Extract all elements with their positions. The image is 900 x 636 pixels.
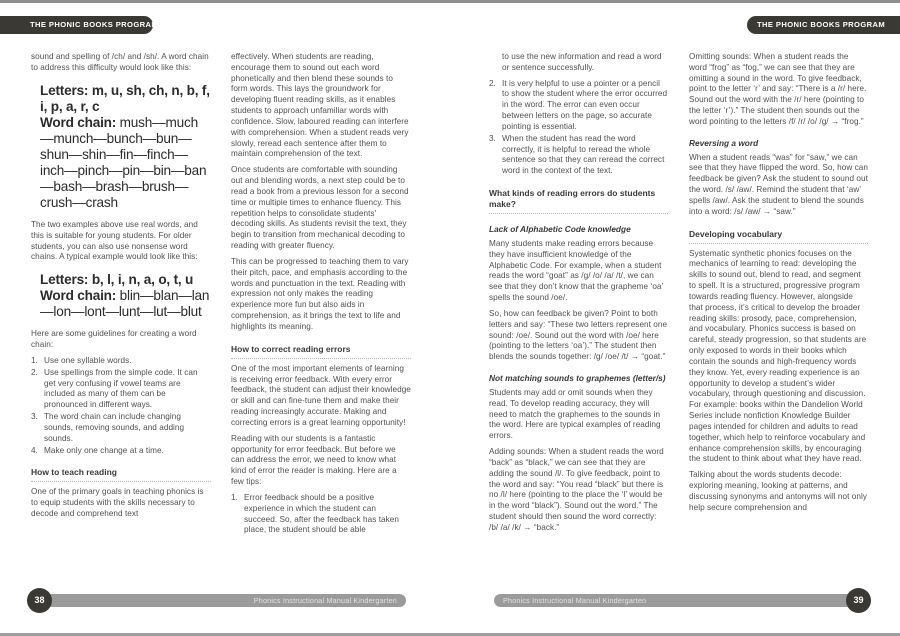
list-number: 4. bbox=[31, 445, 38, 455]
list-item bbox=[31, 412, 211, 444]
header-badge-left: THE PHONIC BOOKS PROGRAM bbox=[0, 16, 153, 34]
left-page-column-1 bbox=[31, 52, 211, 525]
subheading-reversing-a-word: Reversing a word bbox=[689, 137, 759, 148]
paragraph: The two examples above use real words, and this is suitable for young students. For older students, you can also use nonsense word chains. A typical example would look like this: bbox=[31, 219, 198, 262]
list-text: Use spellings from the simple code. It can get very confusing if vowel teams are included as many of them can be pronounced in different ways. bbox=[44, 367, 198, 410]
list-number: 2. bbox=[489, 78, 496, 88]
letters-line: Letters: m, u, sh, ch, n, b, f, i, p, a, r, c bbox=[40, 82, 210, 114]
page-number-right: 39 bbox=[846, 588, 871, 613]
footer-manual-title: Phonics Instructional Manual Kindergarten bbox=[503, 596, 647, 605]
list-text: Make only one change at a time. bbox=[44, 445, 164, 455]
list-item bbox=[31, 368, 211, 411]
paragraph: Systematic synthetic phonics focuses on the mechanics of learning to read: developing the skills to sound out, blend to read, and segment to spell. It is a structured, progressive program towards reading fluency. However, alongside that process, it’s critical to develop the broader reading skills: prosody, pace, comprehension, and vocabulary. Phonics success is based on careful, steady progression, so that students are only exposed to words in their books which contain the sounds and high-frequency words they know. Yet, every reading experience is an opportunity to develop a student’s wider vocabulary, through questioning and discussion. For example: books within the Dandelion World Series include nonfiction Knowledge Builder pages intended for children and adults to read together, which help to reinforce vocabulary and enhance comprehension skills, by encouraging the student to think about what they have read. bbox=[689, 248, 867, 464]
word-chain-example-2 bbox=[31, 272, 211, 320]
paragraph: Omitting sounds: When a student reads the word “frog” as “fog,” we can see that they are omitting a sound in the word. To give feedback, point to the letter ‘r’ and say: “There is a /r/ here. Sound out the word with the /r/ here (pointing to the letter ‘r’).” The student then sounds out the word pointing to the letters /f/ /r/ /o/ /g/ → “frog.” bbox=[689, 52, 867, 126]
paragraph: One of the most important elements of learning is receiving error feedback. With every error feedback, the student can adjust their knowledge or skill and can fine-tune them and make their reading increasingly accurate. Making and correcting errors is a great learning opportunity! bbox=[231, 363, 411, 427]
paragraph: effectively. When students are reading, encourage them to sound out each word phonetically and then blend these sounds to form words. This lays the groundwork for developing fluent reading skills, as it enables students to approach unfamiliar words with confidence. Slow, laboured reading can interfere with comprehension. When a student reads very slowly, reread each sentence after them to maintain comprehension of the text. bbox=[231, 52, 409, 159]
list-number: 1. bbox=[231, 492, 238, 502]
list-number: 3. bbox=[489, 133, 496, 143]
paragraph: Once students are comfortable with sounding out and blending words, a next step could be to read a book from a previous lesson for a second time or multiple times to enhance fluency. This repetition helps to consolidate students’ decoding skills. As students revisit the text, they begin to transition from mechanical decoding to reading with greater fluency. bbox=[231, 165, 409, 251]
page-number-left: 38 bbox=[27, 588, 52, 613]
letters-line: Letters: b, l, i, n, a, o, t, u bbox=[40, 272, 194, 288]
right-page-column-1 bbox=[489, 52, 668, 539]
word-chain-label: Word chain: bbox=[40, 114, 117, 130]
paragraph: Here are some guidelines for creating a word chain: bbox=[31, 329, 197, 350]
list-text: Use one syllable words. bbox=[44, 355, 132, 365]
subheading-lack-of-code-knowledge: Lack of Alphabetic Code knowledge bbox=[489, 224, 631, 235]
footer-bar-right bbox=[494, 594, 860, 607]
word-chain-label: Word chain: bbox=[40, 288, 117, 304]
paragraph: Talking about the words students decode: exploring meaning, looking at patterns, and discussing synonyms and antonyms will not only help secure comprehension and bbox=[689, 470, 867, 512]
paragraph: Students may add or omit sounds when they read. To develop reading accuracy, they will need to match the graphemes to the sounds in the word. Here are typical examples of reading errors. bbox=[489, 387, 661, 441]
paragraph: This can be progressed to teaching them to vary their pitch, pace, and emphasis according to the words and punctuation in the text. Reading with expression not only makes the reading experience more fun but also aids in comprehension, as it brings the text to life and highlights its meaning. bbox=[231, 256, 409, 331]
list-item bbox=[231, 493, 411, 536]
list-item bbox=[489, 79, 668, 133]
chain-line bbox=[40, 115, 211, 211]
paragraph: sound and spelling of /ch/ and /sh/. A word chain to address this difficulty would look like this: bbox=[31, 52, 209, 72]
top-rule bbox=[0, 0, 900, 3]
paragraph: Many students make reading errors because they have insufficient knowledge of the Alphabetic Code. For example, when a student reads the word “goat” as /g/ /o/ /a/ /t/, we can see that they don’t know that the grapheme ‘oa’ spells the sound /oe/. bbox=[489, 238, 664, 303]
chain-line bbox=[40, 288, 211, 320]
list-item bbox=[31, 356, 211, 367]
word-chain-words: mush—much—munch—bunch—bun—shun—shin—fin—finch—inch—pinch—pin—bin—ban—bash—brash—brush—crush—crash bbox=[40, 114, 207, 210]
footer-manual-title: Phonics Instructional Manual Kindergarten bbox=[253, 596, 397, 605]
list-text: The word chain can include changing sounds, removing sounds, and adding sounds. bbox=[44, 412, 185, 443]
list-item bbox=[489, 134, 668, 177]
list-text: When the student has read the word correctly, it is helpful to reread the whole sentence so that they can reread the correct word in the context of the text. bbox=[502, 133, 665, 176]
section-heading-reading-errors: What kinds of reading errors do students make? bbox=[489, 188, 668, 214]
paragraph: When a student reads “was” for “saw,” we can see that they have flipped the word. So, how can feedback be given? Ask the student to sound out the word. /s/ /aw/. Remind the student that ‘aw’ spells /aw/. Ask the student to blend the sounds into a word: /s/ /aw/ → “saw.” bbox=[689, 152, 868, 216]
list-text: Error feedback should be a positive experience in which the student can succeed. So, after the feedback has taken place, the student should be able bbox=[244, 492, 399, 535]
list-number: 2. bbox=[31, 367, 38, 377]
paragraph: Adding sounds: When a student reads the word “back” as “black,” we can see that they are adding the sound /l/. To give feedback, point to the word and say: “You read “black” but there is no /l/ here (pointing to the place the ‘l’ would be in the word “black”). Sound out the word.” The student should then sound the word correctly: /b/ /a/ /k/ → “back.” bbox=[489, 447, 664, 532]
guidelines-list bbox=[31, 356, 211, 456]
right-page-column-2 bbox=[689, 52, 868, 518]
list-item-continuation: to use the new information and read a word or sentence successfully. bbox=[502, 52, 662, 72]
paragraph: One of the primary goals in teaching phonics is to equip students with the skills necessary to decode and comprehend text bbox=[31, 487, 204, 519]
section-heading-how-to-teach-reading: How to teach reading bbox=[31, 467, 211, 482]
paragraph: So, how can feedback be given? Point to both letters and say: “These two letters represent one sound: /oe/. Sound out the word with /oe/ here (pointing to the letters ‘oa’).” The student then blends the sounds together: /g/ /oe/ /t/ → “goat.” bbox=[489, 308, 668, 362]
left-page-column-2 bbox=[231, 52, 411, 537]
section-heading-developing-vocabulary: Developing vocabulary bbox=[689, 229, 868, 244]
footer-bar-left bbox=[40, 594, 406, 607]
word-chain-words: blin—blan—lan—lon—lont—lunt—lut—blut bbox=[40, 288, 210, 320]
list-item bbox=[31, 446, 211, 457]
list-number: 1. bbox=[31, 355, 38, 365]
word-chain-example-1 bbox=[31, 83, 211, 211]
section-heading-how-to-correct-reading-errors: How to correct reading errors bbox=[231, 344, 411, 359]
header-badge-right: THE PHONIC BOOKS PROGRAM bbox=[747, 16, 900, 34]
paragraph: Reading with our students is a fantastic opportunity for error feedback. But before we can address the error, we need to know what kind of error the reader is making. Here are a few tips: bbox=[231, 433, 397, 487]
list-number: 3. bbox=[31, 412, 38, 422]
list-text: It is very helpful to use a pointer or a pencil to show the student where the error occurred in the word. The error can even occur between letters on the page, so accurate pointing is essential. bbox=[502, 78, 668, 131]
subheading-not-matching-sounds: Not matching sounds to graphemes (letter/s) bbox=[489, 373, 666, 384]
